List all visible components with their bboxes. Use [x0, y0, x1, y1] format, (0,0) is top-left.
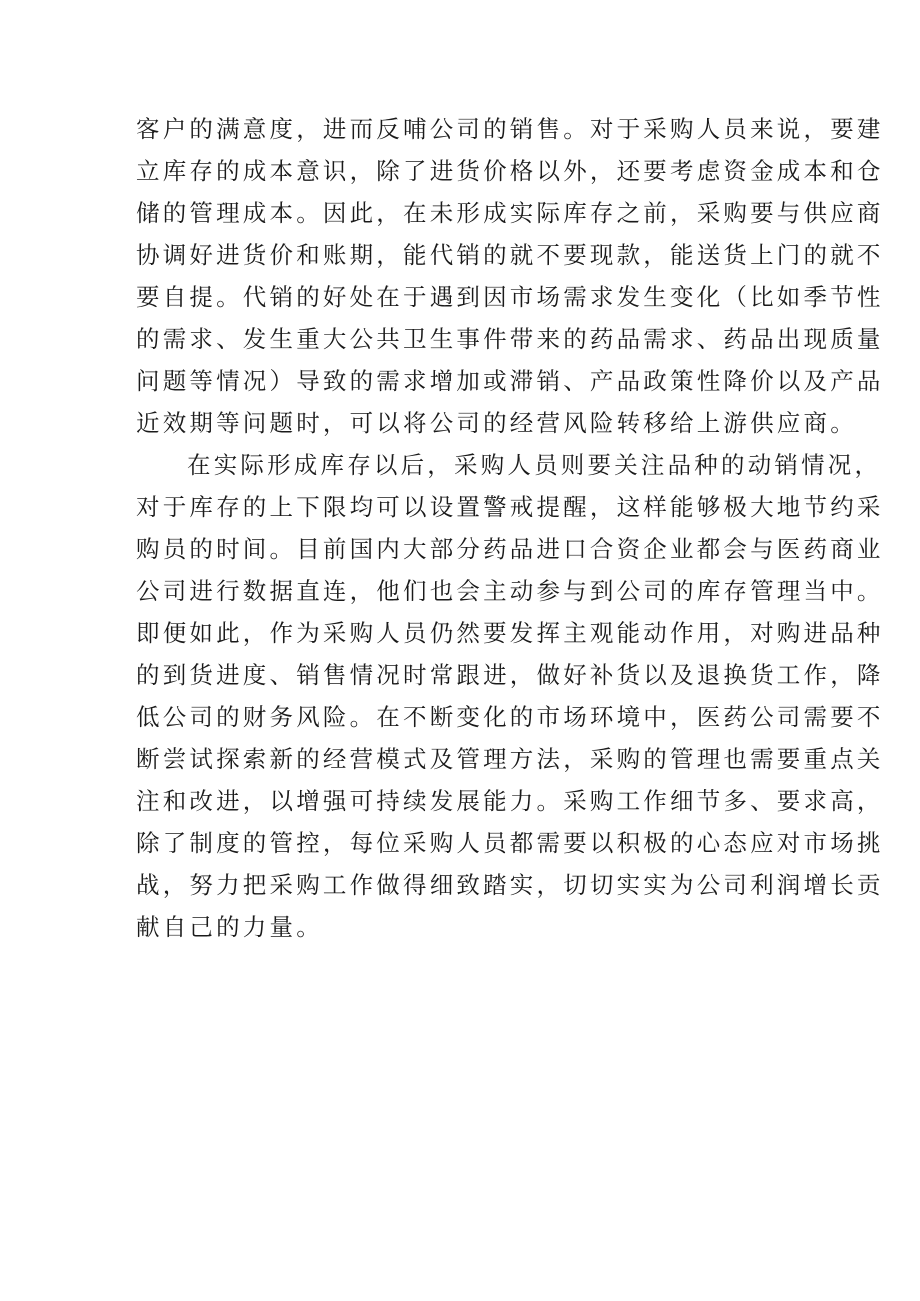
text-line: 购员的时间。目前国内大部分药品进口合资企业都会与医药商业: [136, 535, 884, 563]
text-line: 对于库存的上下限均可以设置警戒提醒，这样能够极大地节约采: [136, 493, 884, 521]
text-line: 要自提。代销的好处在于遇到因市场需求发生变化（比如季节性: [136, 283, 884, 311]
text-line: 战，努力把采购工作做得细致踏实，切切实实为公司利润增长贡: [136, 871, 884, 899]
text-line: 协调好进货价和账期，能代销的就不要现款，能送货上门的就不: [136, 241, 884, 269]
text-line: 的需求、发生重大公共卫生事件带来的药品需求、药品出现质量: [136, 325, 884, 353]
text-line: 在实际形成库存以后，采购人员则要关注品种的动销情况，: [187, 451, 882, 479]
body-text: [136, 108, 884, 948]
text-line: 低公司的财务风险。在不断变化的市场环境中，医药公司需要不: [136, 703, 884, 731]
text-line: 即便如此，作为采购人员仍然要发挥主观能动作用，对购进品种: [136, 619, 884, 647]
text-line: 献自己的力量。: [136, 913, 323, 941]
text-line: 注和改进，以增强可持续发展能力。采购工作细节多、要求高，: [136, 787, 884, 815]
text-line: 除了制度的管控，每位采购人员都需要以积极的心态应对市场挑: [136, 829, 884, 857]
text-line: 公司进行数据直连，他们也会主动参与到公司的库存管理当中。: [136, 577, 884, 605]
text-line: 近效期等问题时，可以将公司的经营风险转移给上游供应商。: [136, 409, 857, 437]
text-line: 的到货进度、销售情况时常跟进，做好补货以及退换货工作，降: [136, 661, 884, 689]
text-line: 问题等情况）导致的需求增加或滞销、产品政策性降价以及产品: [136, 367, 884, 395]
paragraph-2: [136, 444, 884, 948]
text-line: 储的管理成本。因此，在未形成实际库存之前，采购要与供应商: [136, 199, 884, 227]
text-line: 客户的满意度，进而反哺公司的销售。对于采购人员来说，要建: [136, 115, 884, 143]
text-line: 断尝试探索新的经营模式及管理方法，采购的管理也需要重点关: [136, 745, 884, 773]
text-line: 立库存的成本意识，除了进货价格以外，还要考虑资金成本和仓: [136, 157, 884, 185]
paragraph-1: [136, 108, 884, 444]
